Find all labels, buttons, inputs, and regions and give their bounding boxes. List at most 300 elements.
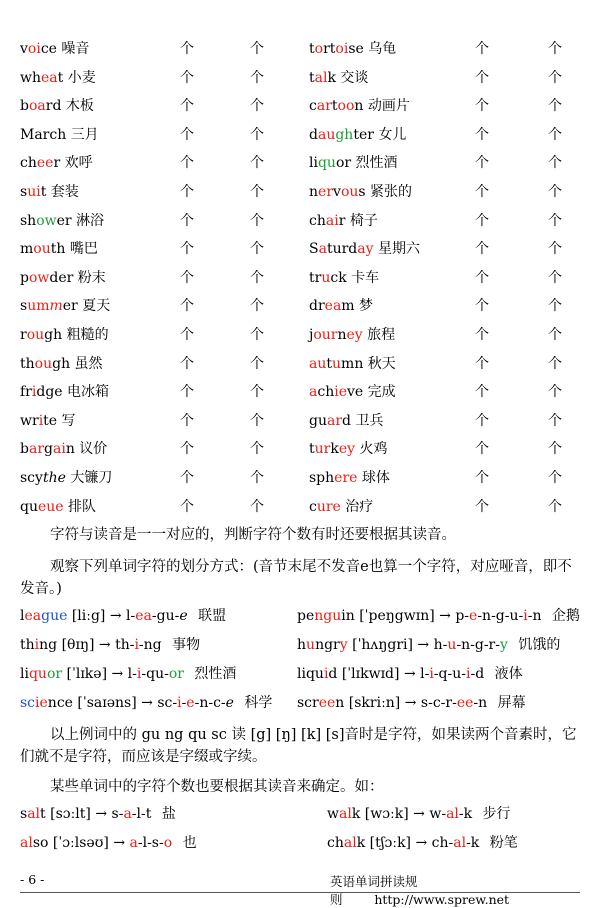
word-segment: ter bbox=[353, 126, 374, 143]
word-segment: n bbox=[337, 326, 347, 343]
example-entry bbox=[297, 606, 580, 626]
word-meaning: 完成 bbox=[367, 384, 396, 401]
word-segment: r bbox=[338, 212, 346, 229]
word-entry bbox=[309, 493, 373, 522]
word-segment: ve bbox=[346, 384, 364, 401]
ipa-transcription: [θɪŋ] bbox=[57, 637, 99, 653]
letter-split: a bbox=[123, 806, 132, 822]
count-unit: 个 bbox=[180, 126, 194, 143]
count-unit: 个 bbox=[548, 69, 562, 86]
letter-split: -n bbox=[473, 695, 488, 711]
example-word: u bbox=[306, 637, 316, 653]
word-meaning: 虽然 bbox=[74, 355, 103, 372]
word-segment: fr bbox=[20, 384, 32, 401]
example-word: nce bbox=[47, 695, 73, 711]
word-segment: ch bbox=[20, 155, 37, 172]
example-meaning: 也 bbox=[178, 835, 197, 851]
letter-split: -n bbox=[527, 608, 542, 624]
letter-split: -n-g-r- bbox=[456, 637, 500, 653]
word-segment: a bbox=[318, 241, 327, 258]
word-segment: ey bbox=[338, 441, 356, 458]
example-word: n bbox=[335, 695, 345, 711]
count-unit: 个 bbox=[475, 98, 489, 115]
word-meaning: 排队 bbox=[68, 498, 97, 515]
count-unit: 个 bbox=[250, 355, 264, 372]
example-word: l bbox=[20, 608, 25, 624]
word-segment: rd bbox=[45, 98, 62, 115]
word-meaning: 女儿 bbox=[378, 126, 407, 143]
example-word: al bbox=[338, 806, 352, 822]
word-segment: ur bbox=[314, 441, 331, 458]
word-segment: ch bbox=[309, 212, 326, 229]
word-segment: b bbox=[20, 98, 29, 115]
word-segment: gh bbox=[44, 326, 63, 343]
word-meaning: 夏天 bbox=[82, 298, 111, 315]
example-entry bbox=[20, 804, 176, 824]
example-word: sc bbox=[20, 695, 36, 711]
table-row bbox=[20, 407, 580, 436]
word-segment: gh bbox=[52, 355, 71, 372]
ipa-transcription: [ˈsaɪəns] bbox=[72, 695, 142, 711]
example-entry bbox=[20, 833, 197, 853]
word-entry bbox=[20, 321, 109, 350]
example-word: t bbox=[40, 806, 46, 822]
word-meaning: 粉末 bbox=[77, 269, 106, 286]
word-entry bbox=[309, 407, 383, 436]
word-segment: sh bbox=[20, 212, 37, 229]
table-row bbox=[20, 35, 580, 64]
word-segment: li bbox=[309, 155, 318, 172]
word-segment: oi bbox=[27, 41, 41, 57]
word-segment: i bbox=[31, 384, 37, 401]
word-segment: ere bbox=[334, 469, 358, 486]
word-meaning: 写 bbox=[61, 412, 76, 429]
example-word: ie bbox=[35, 695, 48, 711]
count-unit: 个 bbox=[475, 441, 489, 458]
word-entry bbox=[309, 35, 396, 64]
arrow-icon: → bbox=[413, 806, 430, 822]
footer-url[interactable]: http://www.sprew.net bbox=[374, 892, 510, 907]
word-meaning: 卡车 bbox=[351, 269, 380, 286]
count-unit: 个 bbox=[180, 498, 194, 515]
word-segment: ea bbox=[324, 298, 342, 315]
ipa-transcription: [ˈɔːlsəʊ] bbox=[48, 835, 114, 851]
arrow-icon: → bbox=[109, 608, 127, 624]
word-entry bbox=[20, 292, 110, 321]
word-segment: ou bbox=[340, 183, 359, 200]
example-word: in bbox=[341, 608, 355, 624]
example-word: ngr bbox=[315, 637, 340, 653]
word-entry bbox=[20, 178, 79, 207]
letter-split: or bbox=[168, 666, 184, 682]
count-unit: 个 bbox=[548, 441, 562, 458]
count-unit: 个 bbox=[475, 269, 489, 286]
example-meaning: 粉笔 bbox=[485, 835, 518, 851]
count-unit: 个 bbox=[250, 126, 264, 143]
letter-split: a bbox=[129, 835, 138, 851]
word-meaning: 椅子 bbox=[349, 212, 378, 229]
word-segment: er bbox=[318, 183, 334, 200]
word-segment: turd bbox=[326, 241, 358, 258]
footer-title-url bbox=[330, 872, 580, 908]
letter-split: -l-s- bbox=[137, 835, 164, 851]
example-word: ch bbox=[327, 835, 344, 851]
word-segment: gu bbox=[309, 412, 327, 429]
word-segment: d bbox=[309, 126, 318, 143]
word-entry bbox=[309, 121, 406, 150]
word-segment: sph bbox=[309, 469, 335, 486]
count-unit: 个 bbox=[548, 126, 562, 143]
count-unit: 个 bbox=[250, 412, 264, 429]
word-entry bbox=[309, 435, 388, 464]
letter-split: s-c-r- bbox=[420, 695, 457, 711]
count-unit: 个 bbox=[180, 98, 194, 115]
word-segment: t bbox=[40, 183, 47, 200]
word-segment: se bbox=[348, 41, 364, 57]
letter-split: -gu- bbox=[151, 608, 180, 624]
arrow-icon: → bbox=[141, 695, 158, 711]
example-entry bbox=[20, 693, 272, 713]
example-meaning: 企鹅 bbox=[547, 608, 580, 624]
word-meaning: 粗糙的 bbox=[66, 326, 109, 343]
word-segment: th bbox=[20, 355, 35, 372]
word-segment: oi bbox=[335, 41, 349, 57]
example-word: gue bbox=[41, 608, 68, 624]
count-unit: 个 bbox=[548, 412, 562, 429]
example-entry bbox=[327, 833, 518, 853]
word-segment: th bbox=[50, 241, 66, 258]
word-segment: wh bbox=[20, 69, 41, 86]
word-segment: ar bbox=[326, 412, 343, 429]
example-word: or bbox=[46, 666, 63, 682]
word-meaning: 秋天 bbox=[367, 355, 396, 372]
word-segment: t bbox=[309, 441, 315, 458]
table-row bbox=[20, 64, 580, 93]
example-word: scr bbox=[297, 695, 319, 711]
ipa-transcription: [ˈhʌŋgri] bbox=[347, 637, 418, 653]
example-word: al bbox=[343, 835, 357, 851]
word-segment: ce bbox=[40, 41, 57, 57]
count-unit: 个 bbox=[250, 269, 264, 286]
word-entry bbox=[20, 207, 104, 236]
count-unit: 个 bbox=[548, 212, 562, 229]
ipa-transcription: [sɔːlt] bbox=[45, 806, 96, 822]
word-meaning: 交谈 bbox=[340, 69, 369, 86]
example-word: i bbox=[34, 637, 40, 653]
word-entry bbox=[20, 64, 96, 93]
count-unit: 个 bbox=[180, 269, 194, 286]
table-row bbox=[20, 178, 580, 207]
word-segment: ee bbox=[36, 155, 54, 172]
word-entry bbox=[20, 464, 112, 493]
word-meaning: 嘴巴 bbox=[69, 241, 98, 258]
word-segment: t bbox=[309, 69, 315, 86]
word-segment: v bbox=[20, 41, 28, 57]
letter-split: e bbox=[179, 608, 188, 624]
example-word: k bbox=[351, 806, 361, 822]
word-entry bbox=[20, 435, 107, 464]
table-row bbox=[20, 464, 580, 493]
word-segment: c bbox=[309, 98, 317, 115]
word-segment: t bbox=[326, 355, 333, 372]
word-segment: c bbox=[309, 498, 317, 515]
letter-split: l- bbox=[127, 666, 137, 682]
word-meaning: 旅程 bbox=[367, 326, 396, 343]
word-segment: r bbox=[20, 326, 27, 343]
example-word: d bbox=[328, 666, 338, 682]
count-unit: 个 bbox=[250, 498, 264, 515]
example-word: ngu bbox=[314, 608, 342, 624]
count-unit: 个 bbox=[548, 384, 562, 401]
letter-split: -l-t bbox=[131, 806, 152, 822]
example-meaning: 盐 bbox=[157, 806, 176, 822]
example-word: s bbox=[20, 806, 28, 822]
word-segment: um bbox=[27, 298, 50, 315]
word-meaning: 电冰箱 bbox=[67, 384, 110, 401]
arrow-icon: → bbox=[111, 666, 128, 682]
letter-split: i bbox=[523, 608, 528, 624]
word-segment: p bbox=[20, 269, 29, 286]
word-meaning: 欢呼 bbox=[64, 155, 93, 172]
word-segment: qu bbox=[317, 155, 336, 172]
word-segment: i bbox=[38, 412, 44, 429]
letter-split: ch- bbox=[431, 835, 454, 851]
word-segment: ar bbox=[316, 98, 332, 115]
arrow-icon: → bbox=[403, 666, 421, 682]
letter-split: -d bbox=[470, 666, 485, 682]
count-unit: 个 bbox=[180, 212, 194, 229]
count-unit: 个 bbox=[250, 98, 264, 115]
word-segment: scy bbox=[20, 469, 43, 486]
arrow-icon: → bbox=[439, 608, 456, 624]
table-row bbox=[20, 149, 580, 178]
table-row bbox=[20, 350, 580, 379]
count-unit: 个 bbox=[180, 469, 194, 486]
example-word: k bbox=[356, 835, 366, 851]
count-unit: 个 bbox=[548, 269, 562, 286]
word-segment: s bbox=[20, 183, 28, 200]
letter-split: - bbox=[181, 695, 187, 711]
example-entry bbox=[20, 606, 226, 626]
word-segment: ou bbox=[34, 355, 53, 372]
count-unit: 个 bbox=[475, 69, 489, 86]
word-segment: n bbox=[354, 98, 364, 115]
word-segment: o bbox=[314, 41, 324, 57]
word-segment: m bbox=[341, 298, 355, 315]
letter-split: e bbox=[469, 608, 478, 624]
word-entry bbox=[309, 92, 410, 121]
word-segment: n bbox=[309, 183, 319, 200]
ipa-transcription: [liːg] bbox=[67, 608, 110, 624]
count-unit: 个 bbox=[475, 498, 489, 515]
count-unit: 个 bbox=[548, 326, 562, 343]
word-segment: k bbox=[327, 69, 336, 86]
count-unit: 个 bbox=[250, 69, 264, 86]
word-segment: s bbox=[358, 183, 366, 200]
count-unit: 个 bbox=[475, 469, 489, 486]
word-segment: der bbox=[49, 269, 74, 286]
word-entry bbox=[309, 264, 379, 293]
table-row bbox=[20, 207, 580, 236]
word-entry bbox=[20, 493, 96, 522]
table-row bbox=[20, 493, 580, 522]
example-entry bbox=[297, 664, 523, 684]
paragraph-observe: 观察下列单词字符的划分方式：(音节末尾不发音e也算一个字符，对应哑音，即不发音。) bbox=[20, 559, 572, 597]
word-segment: ch bbox=[317, 384, 335, 401]
letter-split: u bbox=[447, 637, 457, 653]
word-segment: a bbox=[309, 384, 318, 401]
word-segment: m bbox=[20, 241, 34, 258]
letter-split: i bbox=[429, 666, 434, 682]
word-entry bbox=[309, 350, 396, 379]
word-segment: eue bbox=[37, 498, 64, 515]
letter-split: th- bbox=[115, 637, 135, 653]
count-unit: 个 bbox=[250, 41, 264, 57]
example-word: al bbox=[20, 835, 33, 851]
count-unit: 个 bbox=[548, 298, 562, 315]
word-meaning: 球体 bbox=[361, 469, 390, 486]
count-unit: 个 bbox=[475, 155, 489, 172]
arrow-icon: → bbox=[98, 637, 116, 653]
word-segment: b bbox=[20, 441, 29, 458]
letter-split: i bbox=[177, 695, 182, 711]
letter-split: p- bbox=[455, 608, 470, 624]
count-unit: 个 bbox=[250, 212, 264, 229]
count-unit: 个 bbox=[180, 155, 194, 172]
example-word: ee bbox=[318, 695, 336, 711]
count-unit: 个 bbox=[250, 183, 264, 200]
word-meaning: 噪音 bbox=[61, 41, 90, 57]
arrow-icon: → bbox=[415, 835, 432, 851]
word-segment: t bbox=[309, 41, 315, 57]
example-word: al bbox=[27, 806, 41, 822]
letter-split: -k bbox=[466, 835, 480, 851]
count-unit: 个 bbox=[548, 41, 562, 57]
word-entry bbox=[309, 321, 395, 350]
word-meaning: 乌龟 bbox=[368, 41, 397, 57]
word-meaning: 卫兵 bbox=[355, 412, 384, 429]
example-word: w bbox=[327, 806, 339, 822]
word-entry bbox=[20, 264, 106, 293]
count-unit: 个 bbox=[475, 298, 489, 315]
word-segment: k bbox=[330, 441, 339, 458]
letter-split: -qu- bbox=[141, 666, 169, 682]
word-segment: March bbox=[20, 126, 67, 143]
word-segment: ow bbox=[28, 269, 50, 286]
letter-split: al bbox=[446, 806, 459, 822]
example-word: h bbox=[297, 637, 307, 653]
word-segment: ey bbox=[346, 326, 363, 343]
example-word: i bbox=[323, 666, 329, 682]
example-meaning: 液体 bbox=[490, 666, 523, 682]
example-meaning: 饥饿的 bbox=[513, 637, 561, 653]
word-meaning: 治疗 bbox=[345, 498, 374, 515]
example-word: ea bbox=[24, 608, 42, 624]
example-meaning: 步行 bbox=[478, 806, 511, 822]
example-meaning: 屏幕 bbox=[493, 695, 526, 711]
word-entry bbox=[20, 407, 76, 436]
count-unit: 个 bbox=[180, 183, 194, 200]
arrow-icon: → bbox=[417, 637, 434, 653]
arrow-icon: → bbox=[95, 806, 112, 822]
count-unit: 个 bbox=[180, 69, 194, 86]
word-entry bbox=[309, 178, 412, 207]
count-unit: 个 bbox=[180, 384, 194, 401]
word-segment: rt bbox=[323, 41, 336, 57]
letter-split: e bbox=[186, 695, 195, 711]
count-unit: 个 bbox=[475, 212, 489, 229]
word-segment: s bbox=[20, 298, 28, 315]
word-segment: the bbox=[42, 469, 66, 486]
word-segment: n bbox=[65, 441, 75, 458]
word-segment: te bbox=[43, 412, 58, 429]
table-row bbox=[20, 92, 580, 121]
count-unit: 个 bbox=[250, 441, 264, 458]
letter-split: w- bbox=[429, 806, 447, 822]
word-segment: er bbox=[62, 298, 78, 315]
word-segment: oo bbox=[337, 98, 355, 115]
count-unit: 个 bbox=[180, 326, 194, 343]
footer-title: 英语单词拼读规则 bbox=[330, 874, 418, 907]
word-entry bbox=[20, 350, 103, 379]
count-unit: 个 bbox=[250, 241, 264, 258]
word-meaning: 星期六 bbox=[377, 241, 420, 258]
count-unit: 个 bbox=[475, 384, 489, 401]
example-entry bbox=[20, 664, 236, 684]
example-meaning: 烈性酒 bbox=[189, 666, 237, 682]
count-unit: 个 bbox=[180, 412, 194, 429]
word-segment: ie bbox=[334, 384, 347, 401]
word-segment: al bbox=[314, 69, 328, 86]
letter-split: i bbox=[136, 666, 142, 682]
word-segment: au bbox=[309, 355, 327, 372]
word-entry bbox=[309, 64, 368, 93]
word-segment: v bbox=[333, 183, 341, 200]
example-word: li bbox=[20, 666, 29, 682]
word-meaning: 三月 bbox=[70, 126, 99, 143]
word-segment: gh bbox=[335, 126, 354, 143]
word-segment: tr bbox=[309, 269, 322, 286]
word-segment: au bbox=[317, 126, 336, 143]
letter-split: s- bbox=[111, 806, 124, 822]
word-entry bbox=[309, 149, 398, 178]
count-unit: 个 bbox=[548, 469, 562, 486]
letter-split: i bbox=[134, 637, 139, 653]
example-word: liqu bbox=[297, 666, 324, 682]
word-segment: er bbox=[56, 212, 72, 229]
table-row bbox=[20, 435, 580, 464]
word-segment: ai bbox=[325, 212, 339, 229]
letter-split: l- bbox=[126, 608, 136, 624]
paragraph-note: 以上例词中的 gu ng qu sc 读 [g] [ŋ] [k] [s]音时是字符，如果读两个音素时，它们就不是字符，而应该是字缀或字续。 bbox=[20, 727, 577, 765]
ipa-transcription: [ˈlɪkə] bbox=[62, 666, 112, 682]
count-unit: 个 bbox=[548, 355, 562, 372]
word-segment: oa bbox=[28, 98, 46, 115]
word-segment: qu bbox=[20, 498, 38, 515]
count-unit: 个 bbox=[475, 355, 489, 372]
letter-split: sc- bbox=[157, 695, 178, 711]
count-unit: 个 bbox=[250, 298, 264, 315]
count-unit: 个 bbox=[250, 326, 264, 343]
word-segment: ure bbox=[316, 498, 341, 515]
arrow-icon: → bbox=[113, 835, 130, 851]
arrow-icon: → bbox=[404, 695, 421, 711]
count-unit: 个 bbox=[475, 126, 489, 143]
table-row bbox=[20, 292, 580, 321]
word-table bbox=[20, 35, 580, 521]
example-word: th bbox=[20, 637, 35, 653]
example-entry bbox=[297, 693, 526, 713]
